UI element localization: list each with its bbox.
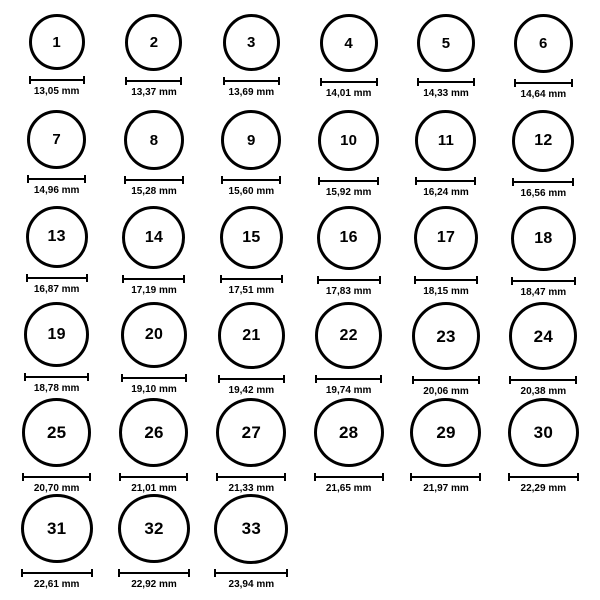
diameter-measure-line <box>415 176 476 185</box>
diameter-label: 22,92 mm <box>131 579 177 590</box>
diameter-measure-line <box>27 174 86 183</box>
diameter-measure-line <box>26 273 88 282</box>
diameter-measure-line <box>214 569 288 577</box>
ring-size-cell[interactable] <box>495 110 592 206</box>
diameter-label: 14,96 mm <box>33 185 80 196</box>
diameter-measure-line <box>314 472 384 481</box>
diameter-measure-line <box>121 373 187 382</box>
ring-size-cell[interactable] <box>203 110 300 206</box>
diameter-label: 16,56 mm <box>520 188 567 199</box>
ring-size-number: 25 <box>47 423 67 442</box>
diameter-label: 17,19 mm <box>131 285 177 296</box>
diameter-measure-line <box>410 472 481 481</box>
diameter-measure-line <box>508 472 579 481</box>
ring-size-cell[interactable] <box>203 494 300 590</box>
ring-size-number: 30 <box>533 423 553 443</box>
ring-size-cell[interactable] <box>105 494 202 590</box>
ring-size-number: 33 <box>241 519 261 539</box>
ring-size-number: 27 <box>241 423 261 443</box>
ring-size-number: 1 <box>52 33 61 51</box>
ring-size-cell[interactable] <box>8 206 105 302</box>
diameter-measure-line <box>318 176 379 185</box>
ring-size-cell[interactable] <box>397 398 494 494</box>
ring-circle <box>320 14 378 72</box>
ring-size-number: 21 <box>242 326 261 344</box>
ring-circle <box>214 494 288 564</box>
ring-circle <box>317 206 381 270</box>
diameter-label: 20,06 mm <box>423 386 469 397</box>
ring-circle <box>412 302 480 370</box>
diameter-label: 22,61 mm <box>33 579 80 590</box>
diameter-measure-line <box>509 375 577 384</box>
ring-size-number: 20 <box>144 326 164 343</box>
diameter-label: 19,10 mm <box>131 384 177 395</box>
diameter-measure-line <box>216 472 286 481</box>
ring-size-number: 9 <box>247 131 256 149</box>
ring-size-cell[interactable] <box>300 14 397 110</box>
diameter-label: 22,29 mm <box>520 483 567 494</box>
ring-circle <box>415 110 476 171</box>
diameter-label: 21,33 mm <box>228 483 275 494</box>
ring-size-number: 14 <box>144 228 164 246</box>
ring-size-cell[interactable] <box>105 206 202 302</box>
ring-circle <box>223 14 280 71</box>
ring-circle <box>509 302 577 370</box>
ring-circle <box>29 14 85 70</box>
ring-size-number: 6 <box>539 35 548 52</box>
diameter-measure-line <box>417 77 475 86</box>
ring-size-cell[interactable] <box>397 302 494 398</box>
ring-circle <box>26 206 88 268</box>
ring-size-cell[interactable] <box>8 110 105 206</box>
diameter-label: 23,94 mm <box>228 579 275 590</box>
ring-size-number: 3 <box>247 34 256 51</box>
diameter-measure-line <box>320 77 378 86</box>
diameter-measure-line <box>124 175 184 184</box>
diameter-measure-line <box>511 276 576 285</box>
ring-size-number: 19 <box>47 325 66 343</box>
ring-circle <box>22 398 91 467</box>
diameter-measure-line <box>24 372 89 381</box>
ring-circle <box>124 110 184 170</box>
ring-size-number: 24 <box>533 326 553 346</box>
ring-size-cell[interactable] <box>495 206 592 302</box>
ring-size-cell[interactable] <box>397 14 494 110</box>
ring-size-number: 22 <box>339 326 358 344</box>
diameter-measure-line <box>317 275 381 284</box>
diameter-label: 16,87 mm <box>33 284 80 295</box>
ring-size-number: 12 <box>534 132 553 149</box>
diameter-measure-line <box>118 568 190 577</box>
ring-size-number: 26 <box>144 423 164 442</box>
diameter-label: 18,78 mm <box>33 383 80 394</box>
ring-size-number: 31 <box>47 519 67 539</box>
ring-size-number: 13 <box>47 228 66 245</box>
ring-circle <box>125 14 182 71</box>
ring-size-cell[interactable] <box>495 302 592 398</box>
ring-size-cell[interactable] <box>300 398 397 494</box>
diameter-label: 13,37 mm <box>131 87 177 98</box>
diameter-label: 14,33 mm <box>423 88 469 99</box>
diameter-label: 20,70 mm <box>33 483 80 494</box>
ring-size-number: 7 <box>52 131 61 148</box>
ring-size-cell[interactable] <box>8 494 105 590</box>
ring-size-cell[interactable] <box>105 398 202 494</box>
diameter-label: 14,64 mm <box>520 89 567 100</box>
ring-circle <box>314 398 384 467</box>
ring-circle <box>118 494 190 563</box>
ring-circle <box>410 398 481 467</box>
ring-circle <box>511 206 576 271</box>
ring-circle <box>121 302 187 368</box>
ring-size-cell[interactable] <box>105 110 202 206</box>
diameter-measure-line <box>125 76 182 85</box>
diameter-measure-line <box>218 374 285 383</box>
ring-size-cell[interactable] <box>8 398 105 494</box>
ring-size-cell[interactable] <box>300 206 397 302</box>
ring-circle <box>318 110 379 171</box>
ring-size-number: 4 <box>344 34 353 52</box>
ring-size-number: 18 <box>534 229 553 247</box>
ring-circle <box>122 206 185 269</box>
diameter-measure-line <box>21 568 93 577</box>
ring-circle <box>514 14 573 73</box>
ring-size-cell[interactable] <box>8 14 105 110</box>
diameter-label: 14,01 mm <box>325 88 372 99</box>
ring-size-number: 10 <box>340 132 358 149</box>
ring-size-number: 32 <box>144 519 164 539</box>
diameter-measure-line <box>412 375 480 384</box>
ring-circle <box>21 494 93 563</box>
ring-size-number: 23 <box>436 326 456 346</box>
diameter-measure-line <box>119 472 188 481</box>
diameter-measure-line <box>220 274 283 283</box>
ring-size-cell[interactable] <box>203 206 300 302</box>
diameter-measure-line <box>29 75 85 84</box>
ring-size-cell[interactable] <box>397 110 494 206</box>
ring-circle <box>508 398 579 467</box>
diameter-label: 16,24 mm <box>423 187 469 198</box>
diameter-label: 17,83 mm <box>325 286 372 297</box>
ring-circle <box>315 302 382 369</box>
ring-size-number: 15 <box>242 228 261 246</box>
diameter-label: 21,65 mm <box>325 483 372 494</box>
diameter-measure-line <box>512 177 574 186</box>
ring-size-number: 28 <box>339 423 359 443</box>
diameter-label: 19,42 mm <box>228 385 275 396</box>
diameter-measure-line <box>315 374 382 383</box>
diameter-measure-line <box>223 76 280 85</box>
ring-circle <box>216 398 286 467</box>
ring-size-number: 8 <box>149 131 159 149</box>
ring-size-cell[interactable] <box>8 302 105 398</box>
ring-circle <box>218 302 285 369</box>
ring-size-cell[interactable] <box>105 302 202 398</box>
ring-circle <box>119 398 188 467</box>
diameter-label: 15,28 mm <box>131 186 177 197</box>
ring-circle <box>27 110 86 169</box>
ring-circle <box>417 14 475 72</box>
diameter-measure-line <box>414 275 478 284</box>
ring-size-cell[interactable] <box>203 398 300 494</box>
ring-circle <box>512 110 574 172</box>
ring-size-number: 17 <box>436 229 456 246</box>
diameter-label: 15,60 mm <box>228 186 275 197</box>
ring-size-cell[interactable] <box>495 398 592 494</box>
diameter-label: 13,05 mm <box>33 86 80 97</box>
ring-size-cell[interactable] <box>105 14 202 110</box>
ring-size-cell[interactable] <box>203 302 300 398</box>
diameter-label: 21,01 mm <box>131 483 177 494</box>
diameter-measure-line <box>22 472 91 481</box>
diameter-label: 18,47 mm <box>520 287 567 298</box>
ring-size-cell[interactable] <box>495 14 592 110</box>
diameter-label: 18,15 mm <box>423 286 469 297</box>
diameter-label: 13,69 mm <box>228 87 275 98</box>
ring-circle <box>24 302 89 367</box>
diameter-measure-line <box>122 274 185 283</box>
ring-size-cell[interactable] <box>397 206 494 302</box>
ring-size-number: 16 <box>339 229 358 246</box>
ring-size-number: 5 <box>441 34 451 52</box>
diameter-label: 20,38 mm <box>520 386 567 397</box>
ring-circle <box>220 206 283 269</box>
diameter-label: 21,97 mm <box>423 483 469 494</box>
diameter-measure-line <box>514 78 573 87</box>
diameter-label: 17,51 mm <box>228 285 275 296</box>
ring-size-cell[interactable] <box>300 302 397 398</box>
ring-size-cell[interactable] <box>203 14 300 110</box>
ring-size-number: 11 <box>437 132 455 149</box>
diameter-label: 15,92 mm <box>325 187 372 198</box>
ring-size-number: 2 <box>149 34 159 51</box>
ring-size-number: 29 <box>436 423 456 443</box>
ring-circle <box>414 206 478 270</box>
ring-circle <box>221 110 281 170</box>
diameter-label: 19,74 mm <box>325 385 372 396</box>
ring-size-cell[interactable] <box>300 110 397 206</box>
diameter-measure-line <box>221 175 281 184</box>
